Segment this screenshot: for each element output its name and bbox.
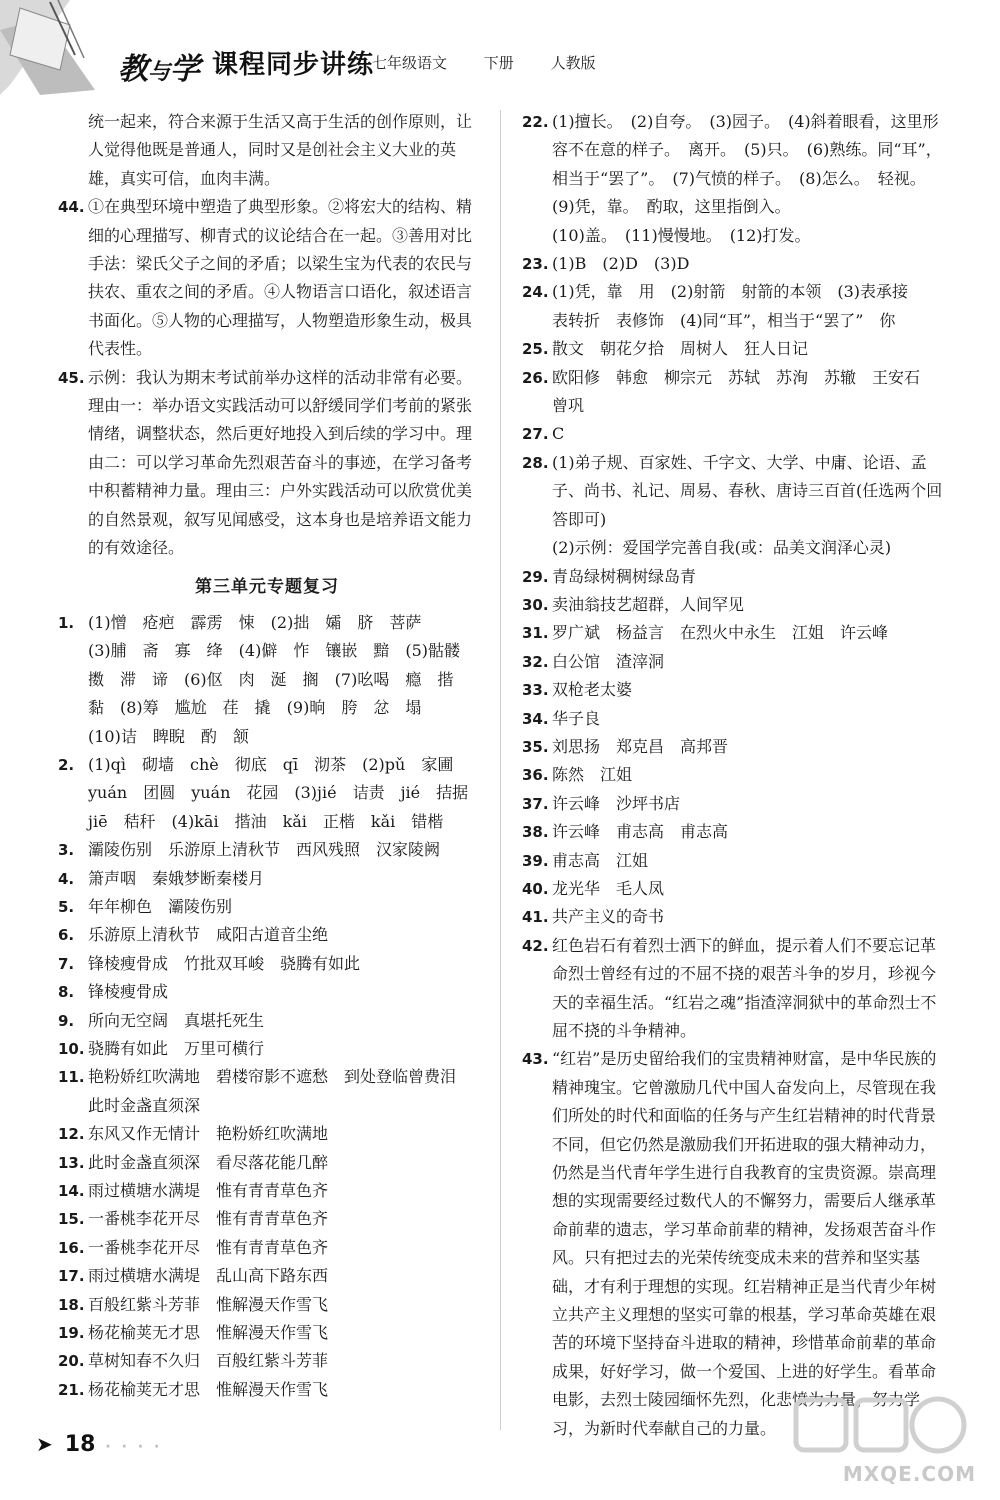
book-logo: 教与学 <box>118 52 200 87</box>
answer-number: 10. <box>58 1040 85 1058</box>
answer-text: (1)憎 疮疤 霹雳 悚 (2)拙 孀 脐 菩萨 (3)脯 斋 寡 绛 (4)僻 怍 镶嵌 黯 (5)骷髅 擞 滞 谛 (6)伛 肉 涎 搁 (7)吆喝 瘾 揩 黏 (8)筹 尴尬 荏 撬 (9)晌 胯 忿 塌 (10)诘 睥睨 酌 颔 <box>88 612 460 746</box>
answer-text: 所向无空阔 真堪托死生 <box>88 1010 265 1030</box>
edition-label: 人教版 <box>550 54 596 72</box>
answer-item <box>522 449 950 563</box>
answer-number: 18. <box>58 1295 85 1314</box>
answer-number: 7. <box>58 954 75 973</box>
answer-number: 39. <box>522 851 549 870</box>
answer-number: 25. <box>522 340 549 359</box>
answer-text: 一番桃李花开尽 惟有青青草色齐 <box>88 1209 329 1229</box>
answer-text: 艳粉娇红吹满地 碧楼帘影不遮愁 到处登临曾费泪 此时金盏直须深 <box>88 1067 457 1115</box>
answer-number: 20. <box>58 1352 85 1371</box>
answer-number: 15. <box>58 1210 85 1229</box>
answer-text: 卖油翁技艺超群，人间罕见 <box>552 594 745 614</box>
answer-number: 32. <box>522 652 549 671</box>
answer-number: 33. <box>522 681 549 700</box>
answer-item <box>522 278 950 335</box>
right-column <box>522 108 950 1443</box>
answer-text: 一番桃李花开尽 惟有青青草色齐 <box>88 1237 329 1257</box>
answer-number: 22. <box>522 113 549 131</box>
answer-item <box>522 563 950 591</box>
series-title: 课程同步讲练 <box>212 50 375 80</box>
answer-item <box>58 865 476 893</box>
left-column <box>58 108 476 1404</box>
answer-item <box>522 648 950 676</box>
answer-item <box>522 420 950 448</box>
answer-text: 许云峰 甫志高 甫志高 <box>552 822 729 842</box>
answer-text: 白公馆 渣滓洞 <box>552 651 665 671</box>
answer-number: 31. <box>522 624 549 643</box>
answer-text: 欧阳修 韩愈 柳宗元 苏轼 苏洵 苏辙 王安石 曾巩 <box>552 367 921 416</box>
answer-item <box>58 978 476 1006</box>
answer-item <box>58 1234 476 1262</box>
answer-number: 38. <box>522 823 549 842</box>
answer-text: 陈然 江姐 <box>552 765 633 785</box>
answer-number: 21. <box>58 1380 85 1399</box>
answer-item <box>522 108 950 250</box>
answer-item <box>522 761 950 789</box>
answer-item <box>58 1319 476 1347</box>
answer-text: 乐游原上清秋节 咸阳古道音尘绝 <box>88 925 329 945</box>
answer-number: 1. <box>58 613 75 632</box>
answer-item <box>58 751 476 836</box>
answer-item <box>58 1376 476 1404</box>
answer-text: 龙光华 毛人凤 <box>552 878 665 898</box>
answer-number: 43. <box>522 1050 549 1069</box>
answer-list-a <box>58 193 476 562</box>
answer-text: (1)擅长。 (2)自夸。 (3)园子。 (4)斜着眼看，这里形容不在意的样子。 离开。 (5)只。 (6)熟练。同“耳”，相当于“罢了”。 (7)气愤的样子。 (8)怎么。 轻视。 (9)凭，靠。 酌取，这里指倒入。 (10)盖。 (11)慢慢地。 (12)打发。 <box>552 112 942 245</box>
answer-item <box>58 609 476 751</box>
answer-text: 红色岩石有着烈士洒下的鲜血，提示着人们不要忘记革命烈士曾经有过的不屈不挠的艰苦斗争的岁月，珍视今天的幸福生活。“红岩之魂”指渣滓洞狱中的革命烈士不屈不挠的斗争精神。 <box>552 935 937 1040</box>
answer-text: C <box>552 424 565 444</box>
answer-text: 锋棱瘦骨成 竹批双耳峻 骁腾有如此 <box>88 953 361 973</box>
answer-item <box>522 1045 950 1443</box>
page-number: 18 <box>64 1432 96 1457</box>
answer-text: 雨过横塘水满堤 乱山高下路东西 <box>88 1266 329 1286</box>
answer-item <box>58 893 476 921</box>
answer-item <box>58 921 476 949</box>
answer-item <box>522 676 950 704</box>
answer-item <box>58 1007 476 1035</box>
page-footer <box>36 1432 162 1457</box>
answer-number: 13. <box>58 1153 85 1172</box>
answer-item <box>522 847 950 875</box>
answer-text: 双枪老太婆 <box>552 680 633 700</box>
answer-text: 锋棱瘦骨成 <box>88 982 169 1002</box>
book-subtitle <box>372 52 614 73</box>
answer-text: (1)qì 砌墙 chè 彻底 qī 沏茶 (2)pǔ 家圃 yuán 团圆 yuán 花园 (3)jié 诘责 jié 拮据 jiē 秸秆 (4)kāi 揩油 kǎi 正楷 kǎi 错楷 <box>88 754 469 831</box>
answer-text: 箫声咽 秦娥梦断秦楼月 <box>88 868 265 888</box>
answer-text: “红岩”是历史留给我们的宝贵精神财富，是中华民族的精神瑰宝。它曾激励几代中国人奋发向上，尽管现在我们所处的时代和面临的任务与产生红岩精神的时代背景不同，但它仍然是激励我们开拓进取的强大精神动力，仍然是当代青年学生进行自我教育的宝贵资源。崇高理想的实现需要经过数代人的不懈努力，需要后人继承革命前辈的遗志，学习革命前辈的精神，发扬艰苦奋斗作风。只有把过去的光荣传统变成未来的营养和坚实基础，才有利于理想的实现。红岩精神正是当代青少年树立共产主义理想的坚实可靠的根基，学习革命英雄在艰苦的环境下坚持奋斗进取的精神，珍惜革命前辈的革命成果，好好学习，做一个爱国、上进的好学生。看革命电影，去烈士陵园缅怀先烈，化悲愤为力量，努力学习，为新时代奉献自己的力量。 <box>552 1049 937 1438</box>
answer-text: 华子良 <box>552 708 601 728</box>
grade-label: 七年级语文 <box>372 54 448 72</box>
answer-number: 12. <box>58 1125 85 1144</box>
answer-number: 36. <box>522 766 549 785</box>
answer-text: 杨花榆荚无才思 惟解漫天作雪飞 <box>88 1379 329 1399</box>
answer-number: 14. <box>58 1182 85 1201</box>
answer-number: 3. <box>58 841 75 860</box>
answer-item <box>522 932 950 1046</box>
answer-number: 40. <box>522 879 549 898</box>
answer-text: 统一起来，符合来源于生活又高于生活的创作原则，让人觉得他既是普通人，同时又是创社会主义大业的英雄，真实可信，血肉丰满。 <box>88 112 473 188</box>
answer-text: 东风又作无情计 艳粉娇红吹满地 <box>88 1124 329 1144</box>
answer-item <box>522 619 950 647</box>
answer-number: 42. <box>522 936 549 955</box>
section-title: 第三单元专题复习 <box>195 576 339 597</box>
answer-text: 此时金盏直须深 看尽落花能几醉 <box>88 1152 329 1172</box>
answer-item <box>522 790 950 818</box>
answer-item <box>522 818 950 846</box>
answer-text: 散文 朝花夕拾 周树人 狂人日记 <box>552 339 809 359</box>
answer-text: 罗广斌 杨益言 在烈火中永生 江姐 许云峰 <box>552 623 889 643</box>
answer-item <box>522 335 950 363</box>
answer-list-b <box>58 609 476 1404</box>
answer-number: 37. <box>522 794 549 813</box>
answer-item <box>522 875 950 903</box>
answer-number: 9. <box>58 1011 75 1030</box>
answer-item <box>522 250 950 278</box>
answer-text: 许云峰 沙坪书店 <box>552 793 681 813</box>
answer-text: (1)B (2)D (3)D <box>552 254 690 274</box>
answer-text: 百般红紫斗芳菲 惟解漫天作雪飞 <box>88 1294 329 1314</box>
answer-number: 41. <box>522 908 549 927</box>
answer-text: 刘思扬 郑克昌 高邦晋 <box>552 736 729 756</box>
answer-text: (1)弟子规、百家姓、千字文、大学、中庸、论语、孟子、尚书、礼记、周易、春秋、唐诗三百首(任选两个回答即可) (2)示例：爱国学完善自我(或：品美文润泽心灵) <box>552 452 943 558</box>
page-header <box>0 0 1000 90</box>
answer-number: 23. <box>522 255 549 274</box>
answer-number: 45. <box>58 368 85 387</box>
answer-item <box>58 1149 476 1177</box>
answer-item <box>522 733 950 761</box>
answer-number: 30. <box>522 595 549 614</box>
answer-list-right <box>522 108 950 1443</box>
answer-number: 2. <box>58 755 75 774</box>
answer-item <box>58 1347 476 1375</box>
answer-text: 灞陵伤别 乐游原上清秋节 西风残照 汉家陵阙 <box>88 840 441 860</box>
answer-number: 5. <box>58 897 75 916</box>
answer-item <box>58 950 476 978</box>
answer-item <box>58 193 476 363</box>
answer-text: ①在典型环境中塑造了典型形象。②将宏大的结构、精细的心理描写、柳青式的议论结合在一起。③善用对比手法：梁氏父子之间的矛盾；以梁生宝为代表的农民与扶农、重农之间的矛盾。④人物语言口语化，叙述语言书面化。⑤人物的心理描写，人物塑造形象生动，极具代表性。 <box>88 197 473 359</box>
answer-item <box>58 1205 476 1233</box>
answer-item <box>522 903 950 931</box>
answer-number: 29. <box>522 567 549 586</box>
answer-text: 雨过横塘水满堤 惟有青青草色齐 <box>88 1181 329 1201</box>
answer-text: 共产主义的奇书 <box>552 907 665 927</box>
column-divider <box>500 110 501 1430</box>
answer-item <box>58 836 476 864</box>
answer-item <box>522 591 950 619</box>
answer-number: 24. <box>522 283 549 302</box>
dots-decoration: · · · · <box>105 1439 163 1455</box>
answer-text: 年年柳色 灞陵伤别 <box>88 896 233 916</box>
answer-number: 4. <box>58 869 75 888</box>
answer-text: 青岛绿树稠树绿岛青 <box>552 566 697 586</box>
answer-item <box>58 1291 476 1319</box>
answer-number: 35. <box>522 737 549 756</box>
continued-answer <box>58 108 476 193</box>
answer-text: 杨花榆荚无才思 惟解漫天作雪飞 <box>88 1323 329 1343</box>
answer-number: 26. <box>522 368 549 387</box>
answer-item <box>58 1262 476 1290</box>
answer-item <box>58 1035 476 1063</box>
answer-text: 示例：我认为期末考试前举办这样的活动非常有必要。理由一：举办语文实践活动可以舒缓同学们考前的紧张情绪，调整状态，然后更好地投入到后续的学习中。理由二：可以学习革命先烈艰苦奋斗的事迹，在学习备考中积蓄精神力量。理由三：户外实践活动可以欣赏优美的自然景观，叙写见闻感受，这本身也是培养语文能力的有效途径。 <box>88 367 473 558</box>
answer-number: 19. <box>58 1324 85 1343</box>
answer-number: 44. <box>58 198 85 217</box>
answer-item <box>58 364 476 563</box>
answer-number: 27. <box>522 425 549 444</box>
answer-text: 甫志高 江姐 <box>552 850 649 870</box>
answer-item <box>58 1177 476 1205</box>
answer-number: 8. <box>58 983 75 1002</box>
header-decoration <box>0 0 130 95</box>
answer-number: 28. <box>522 453 549 472</box>
answer-number: 11. <box>58 1068 85 1087</box>
answer-text: 草树知春不久归 百般红紫斗芳菲 <box>88 1351 329 1371</box>
answer-item <box>58 1063 476 1120</box>
answer-number: 34. <box>522 709 549 728</box>
answer-item <box>522 705 950 733</box>
arrow-icon: ➤ <box>36 1432 53 1456</box>
watermark-text: MXQE.COM <box>842 1462 976 1486</box>
answer-number: 17. <box>58 1267 85 1286</box>
answer-number: 6. <box>58 926 75 945</box>
answer-item <box>522 364 950 421</box>
volume-label: 下册 <box>483 54 514 72</box>
answer-text: 骁腾有如此 万里可横行 <box>88 1039 265 1058</box>
answer-text: (1)凭，靠 用 (2)射箭 射箭的本领 (3)表承接 表转折 表修饰 (4)同“耳”，相当于“罢了” 你 <box>552 282 908 330</box>
answer-item <box>58 1120 476 1148</box>
answer-number: 16. <box>58 1238 85 1257</box>
